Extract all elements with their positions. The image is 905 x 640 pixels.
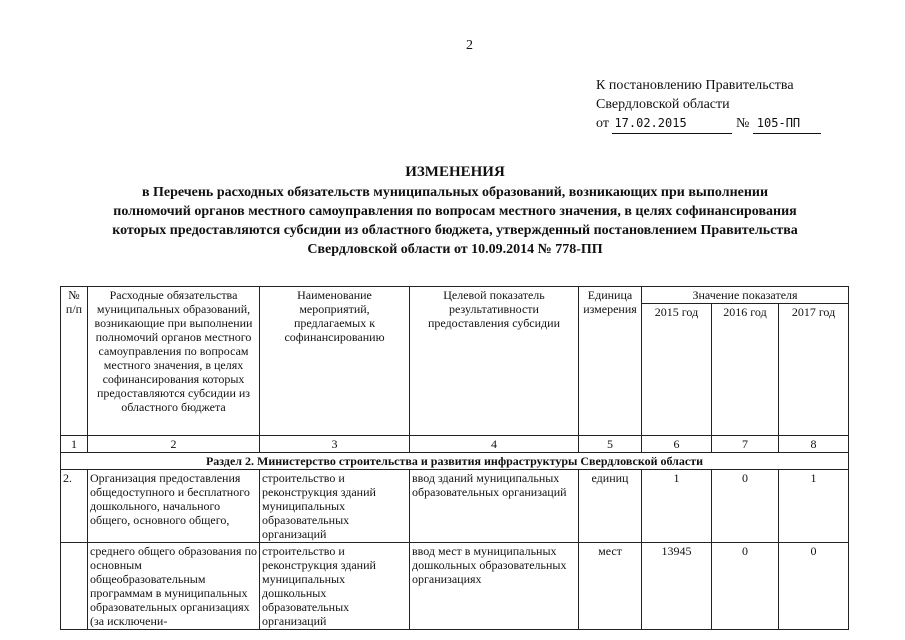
section-row bbox=[61, 453, 849, 470]
title-heading: ИЗМЕНЕНИЯ bbox=[405, 164, 505, 180]
row-indicator: ввод зданий муниципальных образовательных организаций bbox=[410, 470, 579, 543]
row-num: 2. bbox=[61, 470, 88, 543]
header-year-2015: 2015 год bbox=[642, 304, 712, 436]
column-number: 1 bbox=[61, 436, 88, 453]
title-line-4: Свердловской области от 10.09.2014 № 778-ПП bbox=[307, 242, 603, 257]
appendix-line-2: Свердловской области bbox=[596, 97, 730, 112]
column-number: 2 bbox=[88, 436, 260, 453]
row-value-2015: 13945 bbox=[642, 543, 712, 630]
header-year-2017: 2017 год bbox=[779, 304, 849, 436]
row-obligation: среднего общего образования по основным общеобразовательным программам в муниципальных образовательных организациях (за исключени- bbox=[88, 543, 260, 630]
section-title: Раздел 2. Министерство строительства и развития инфраструктуры Свердловской области bbox=[61, 453, 849, 470]
row-value-2017: 1 bbox=[779, 470, 849, 543]
column-number: 6 bbox=[642, 436, 712, 453]
column-number: 8 bbox=[779, 436, 849, 453]
column-number: 3 bbox=[260, 436, 410, 453]
number-prefix: № bbox=[735, 116, 750, 131]
title-line-1: в Перечень расходных обязательств муниципальных образований, возникающих при выполнении bbox=[141, 185, 769, 200]
header-obligations: Расходные обязательства муниципальных образований, возникающие при выполнении полномочий органов местного самоуправления по вопросам местного значения, в целях софинансирования которых предоставляются субсидии из областного бюджета bbox=[88, 287, 260, 436]
row-measure: строительство и реконструкция зданий муниципальных образовательных организаций bbox=[260, 470, 410, 543]
row-num bbox=[61, 543, 88, 630]
row-unit: единиц bbox=[579, 470, 642, 543]
header-measures: Наименование мероприятий, предлагаемых к софинансированию bbox=[260, 287, 410, 436]
appendix-block bbox=[596, 76, 821, 134]
appendix-date-line bbox=[596, 114, 821, 134]
row-unit: мест bbox=[579, 543, 642, 630]
column-number: 7 bbox=[712, 436, 779, 453]
row-measure: строительство и реконструкция зданий муниципальных дошкольных образовательных организаций bbox=[260, 543, 410, 630]
header-year-2016: 2016 год bbox=[712, 304, 779, 436]
table-row bbox=[61, 470, 849, 543]
date-prefix: от bbox=[596, 116, 609, 131]
appendix-line-1: К постановлению Правительства bbox=[596, 78, 794, 93]
page-number: 2 bbox=[466, 38, 473, 53]
row-value-2017: 0 bbox=[779, 543, 849, 630]
row-obligation: Организация предоставления общедоступного и бесплатного дошкольного, начального общего, основного общего, bbox=[88, 470, 260, 543]
header-num: № п/п bbox=[61, 287, 88, 436]
obligations-table bbox=[60, 286, 849, 630]
row-value-2016: 0 bbox=[712, 470, 779, 543]
decree-number: 105-ПП bbox=[753, 114, 821, 134]
decree-date: 17.02.2015 bbox=[612, 114, 732, 134]
column-number: 5 bbox=[579, 436, 642, 453]
document-title bbox=[60, 163, 850, 259]
header-values-group: Значение показателя bbox=[642, 287, 849, 304]
column-number: 4 bbox=[410, 436, 579, 453]
header-unit: Единица измерения bbox=[579, 287, 642, 436]
row-indicator: ввод мест в муниципальных дошкольных образовательных организациях bbox=[410, 543, 579, 630]
column-number-row bbox=[61, 436, 849, 453]
row-value-2015: 1 bbox=[642, 470, 712, 543]
row-value-2016: 0 bbox=[712, 543, 779, 630]
header-indicator: Целевой показатель результативности предоставления субсидии bbox=[410, 287, 579, 436]
title-line-3: которых предоставляются субсидии из областного бюджета, утвержденный постановлением Правительства bbox=[112, 223, 798, 238]
title-line-2: полномочий органов местного самоуправления по вопросам местного значения, в целях софинансирования bbox=[113, 204, 797, 219]
table-row bbox=[61, 543, 849, 630]
header-row bbox=[61, 287, 849, 304]
